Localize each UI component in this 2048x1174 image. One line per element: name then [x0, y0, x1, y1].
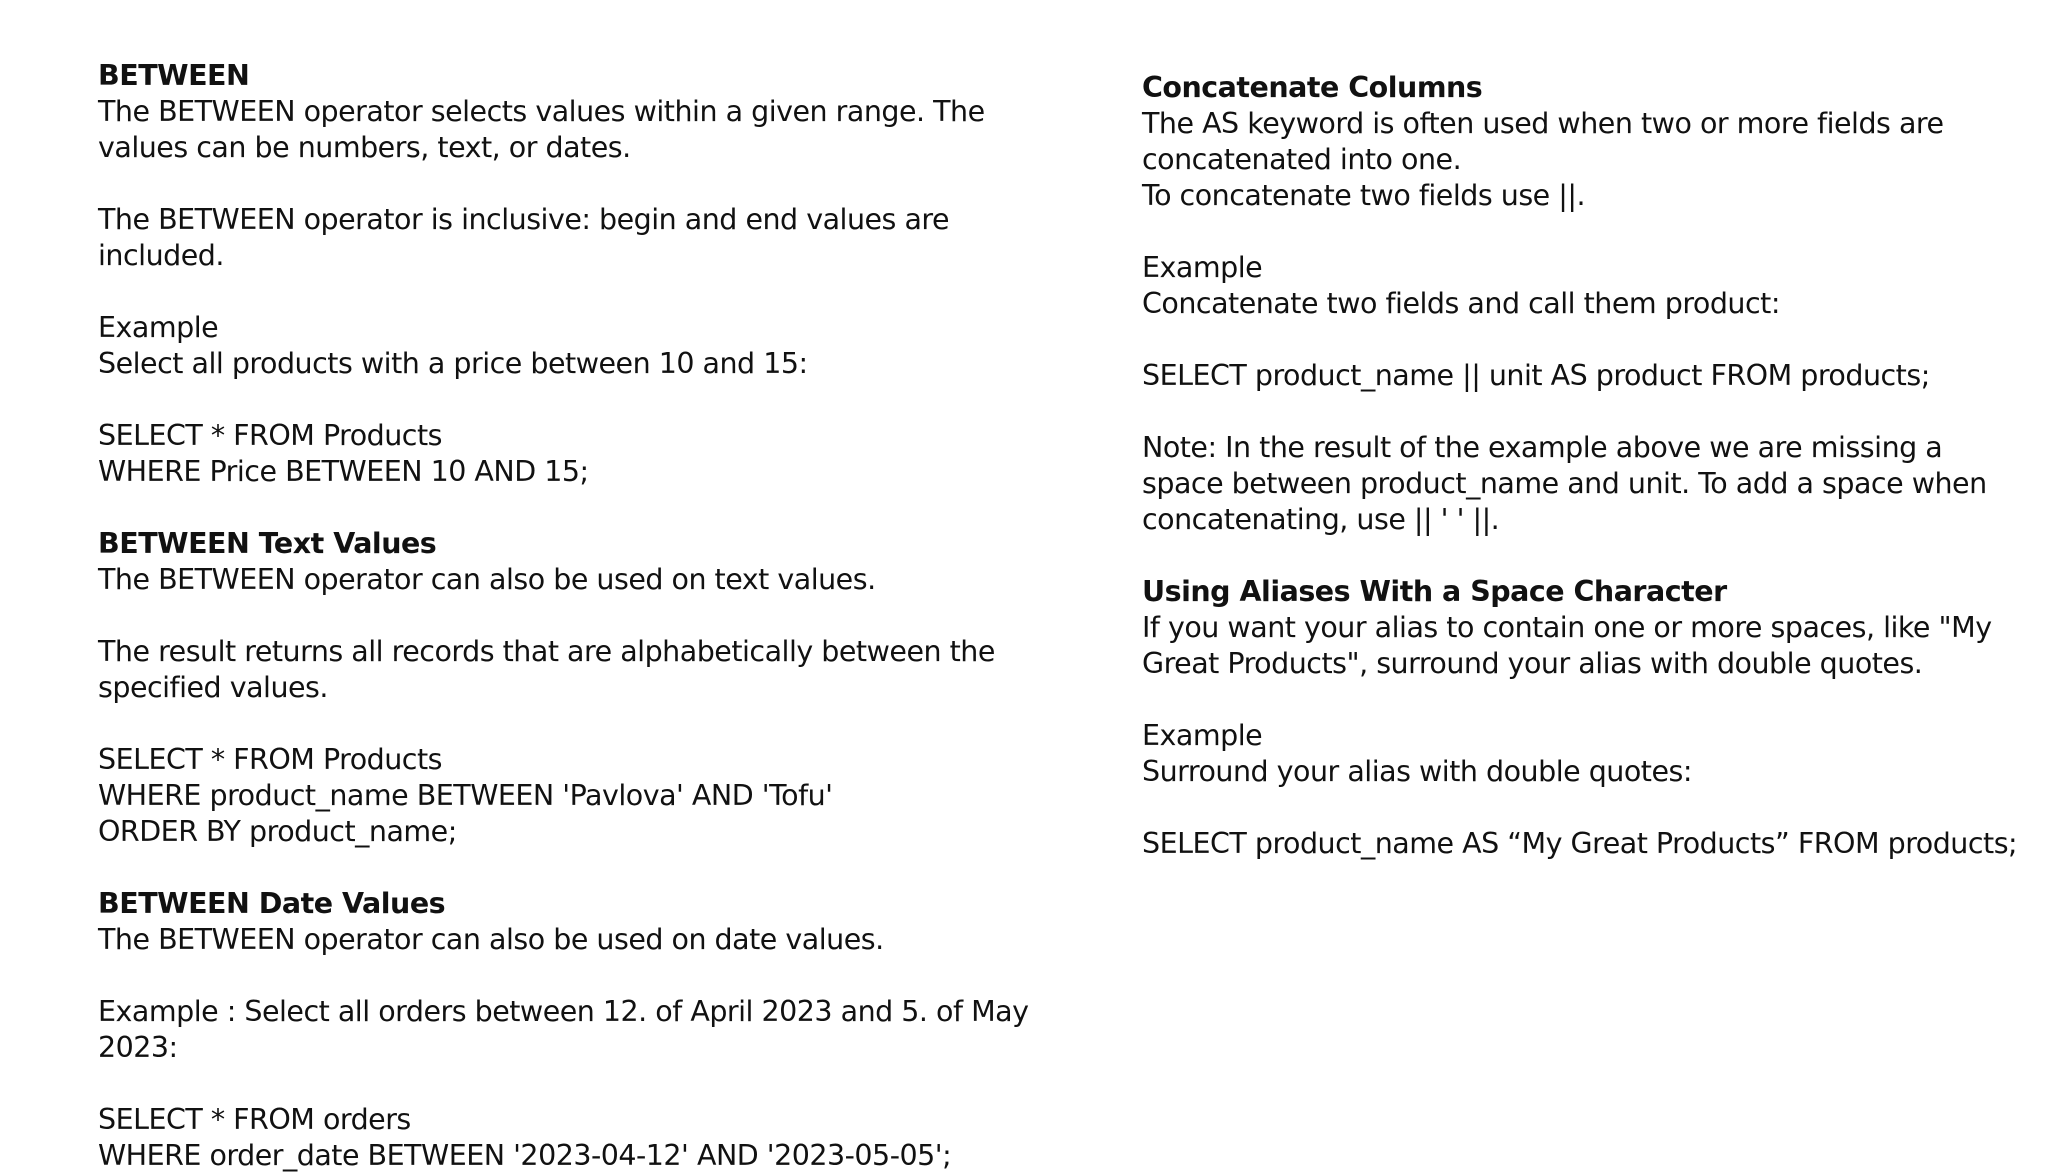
code-line: SELECT * FROM Products — [98, 743, 442, 776]
between-text-heading: BETWEEN Text Values — [98, 527, 437, 560]
alias-space-heading: Using Aliases With a Space Character — [1142, 575, 1727, 608]
alias-space-intro: If you want your alias to contain one or more spaces, like "My Great Products", surround your alias with double quotes. — [1142, 611, 2001, 680]
code-line: SELECT * FROM Products — [98, 419, 442, 452]
code-line: ORDER BY product_name; — [98, 815, 457, 848]
code-line: WHERE Price BETWEEN 10 AND 15; — [98, 455, 589, 488]
concatenate-note: Note: In the result of the example above we are missing a space between product_name and unit. To add a space when concatenating, use || ' ' ||. — [1142, 431, 1996, 536]
concatenate-heading: Concatenate Columns — [1142, 71, 1483, 104]
between-intro: The BETWEEN operator selects values within a given range. The values can be numbers, text, or dates. — [98, 95, 994, 164]
code-line: SELECT product_name || unit AS product FROM products; — [1142, 359, 1930, 392]
between-inclusive-note: The BETWEEN operator is inclusive: begin and end values are included. — [98, 203, 958, 272]
example-label: Example — [1142, 719, 1263, 752]
concatenate-how: To concatenate two fields use ||. — [1142, 179, 1586, 212]
example-description: Surround your alias with double quotes: — [1142, 755, 1692, 788]
between-text-result: The result returns all records that are alphabetically between the specified values. — [98, 635, 1004, 704]
between-date-heading: BETWEEN Date Values — [98, 887, 446, 920]
example-description: Concatenate two fields and call them product: — [1142, 287, 1780, 320]
code-line: WHERE product_name BETWEEN 'Pavlova' AND 'Tofu' — [98, 779, 833, 812]
code-line: WHERE order_date BETWEEN '2023-04-12' AND '2023-05-05'; — [98, 1139, 952, 1172]
between-text-intro: The BETWEEN operator can also be used on text values. — [98, 563, 876, 596]
code-line: SELECT * FROM orders — [98, 1103, 411, 1136]
code-line: SELECT product_name AS “My Great Products” FROM products; — [1142, 827, 2018, 860]
between-date-intro: The BETWEEN operator can also be used on date values. — [98, 923, 884, 956]
left-column — [98, 58, 1038, 1174]
example-description: Select all products with a price between 10 and 15: — [98, 347, 808, 380]
example-label: Example — [98, 311, 219, 344]
concatenate-intro: The AS keyword is often used when two or more fields are concatenated into one. — [1142, 107, 1953, 176]
between-date-example: Example : Select all orders between 12. of April 2023 and 5. of May 2023: — [98, 995, 1038, 1064]
example-label: Example — [1142, 251, 1263, 284]
right-column — [1142, 70, 2022, 862]
between-heading: BETWEEN — [98, 59, 250, 92]
